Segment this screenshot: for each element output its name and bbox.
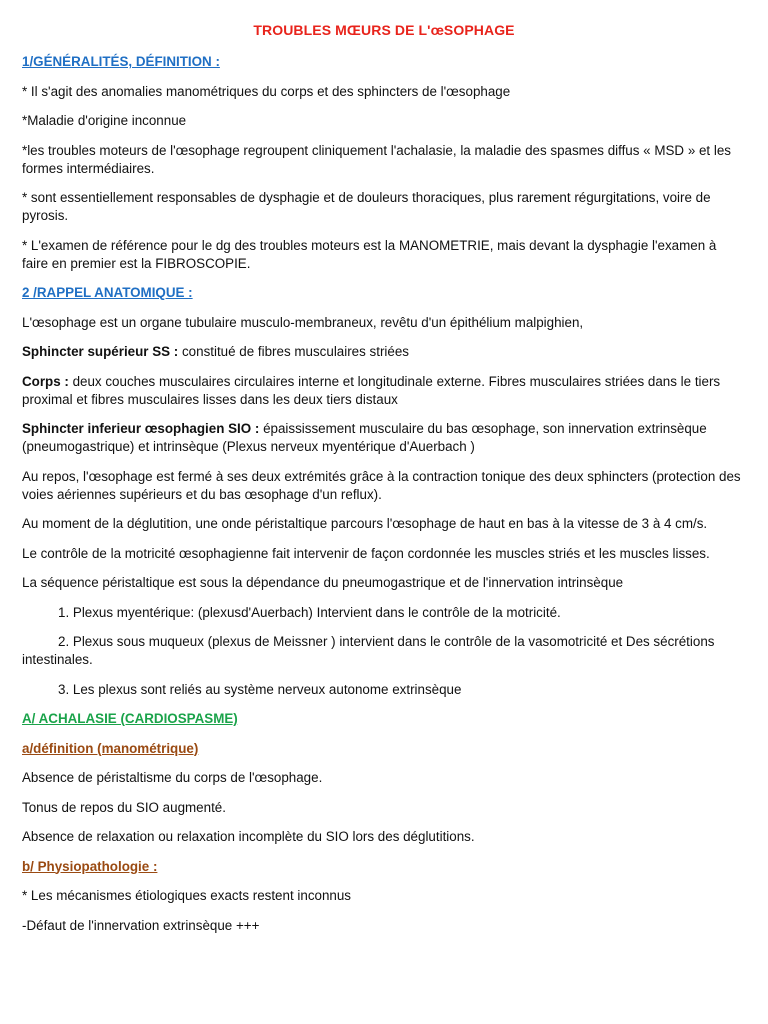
document-title: TROUBLES MŒURS DE L'œSOPHAGE bbox=[253, 22, 515, 38]
paragraph: * Il s'agit des anomalies manométriques du corps et des sphincters de l'œsophage bbox=[22, 83, 511, 99]
section-heading-rappel-anatomique: 2 /RAPPEL ANATOMIQUE : bbox=[22, 285, 193, 300]
term-text: constitué de fibres musculaires striées bbox=[178, 344, 409, 359]
paragraph: Au repos, l'œsophage est fermé à ses deux extrémités grâce à la contraction tonique des deux sphincters (protection des voies aériennes supérieurs et du bas œsophage d'un reflux). bbox=[22, 468, 741, 502]
paragraph-corps bbox=[22, 373, 746, 409]
paragraph-sphincter-inferieur bbox=[22, 420, 746, 456]
paragraph: Le contrôle de la motricité œsophagienne fait intervenir de façon cordonnée les muscles striés et les muscles lisses. bbox=[22, 545, 710, 561]
section-heading-generalites: 1/GÉNÉRALITÉS, DÉFINITION : bbox=[22, 54, 220, 69]
paragraph: *les troubles moteurs de l'œsophage regroupent cliniquement l'achalasie, la maladie des spasmes diffus « MSD » et les formes intermédiaires. bbox=[22, 142, 731, 176]
paragraph: Absence de relaxation ou relaxation incomplète du SIO lors des déglutitions. bbox=[22, 829, 475, 844]
term-label: Corps : bbox=[22, 373, 69, 389]
paragraph: La séquence péristaltique est sous la dépendance du pneumogastrique et de l'innervation intrinsèque bbox=[22, 575, 624, 590]
paragraph-sphincter-superieur bbox=[22, 343, 746, 361]
list-item: 1. Plexus myentérique: (plexusd'Auerbach) Intervient dans le contrôle de la motricité. bbox=[58, 604, 561, 620]
term-text: deux couches musculaires circulaires interne et longitudinale externe. Fibres musculaires striées dans le tiers proximal et fibres musculaires lisses dans les deux tiers distaux bbox=[22, 373, 721, 407]
paragraph: * sont essentiellement responsables de dysphagie et de douleurs thoraciques, plus rarement régurgitations, voire de pyrosis. bbox=[22, 190, 711, 223]
paragraph: * L'examen de référence pour le dg des troubles moteurs est la MANOMETRIE, mais devant la dysphagie l'examen à faire en premier est la FIBROSCOPIE. bbox=[22, 237, 717, 271]
paragraph: Tonus de repos du SIO augmenté. bbox=[22, 799, 226, 815]
paragraph: *Maladie d'origine inconnue bbox=[22, 113, 187, 128]
subheading-physiopathologie: b/ Physiopathologie : bbox=[22, 858, 158, 874]
paragraph: L'œsophage est un organe tubulaire musculo-membraneux, revêtu d'un épithélium malpighien, bbox=[22, 314, 584, 330]
subheading-definition: a/définition (manométrique) bbox=[22, 740, 199, 756]
list-item: 2. Plexus sous muqueux (plexus de Meissner ) intervient dans le contrôle de la vasomotricité et Des sécrétions intestinales. bbox=[22, 634, 715, 667]
list-item: 3. Les plexus sont reliés au système nerveux autonome extrinsèque bbox=[58, 681, 462, 697]
paragraph: * Les mécanismes étiologiques exacts restent inconnus bbox=[22, 888, 351, 903]
section-heading-achalasie: A/ ACHALASIE (CARDIOSPASME) bbox=[22, 711, 238, 726]
term-text: épaississement musculaire du bas œsophage, son innervation extrinsèque (pneumogastrique) et intrinsèque (Plexus nerveux myentérique d'Auerbach ) bbox=[22, 421, 707, 454]
term-label: Sphincter supérieur SS : bbox=[22, 344, 179, 359]
paragraph: -Défaut de l'innervation extrinsèque +++ bbox=[22, 917, 260, 933]
paragraph: Au moment de la déglutition, une onde péristaltique parcours l'œsophage de haut en bas à la vitesse de 3 à 4 cm/s. bbox=[22, 516, 708, 531]
term-label: Sphincter inferieur œsophagien SIO : bbox=[22, 421, 260, 436]
paragraph: Absence de péristaltisme du corps de l'œsophage. bbox=[22, 770, 323, 785]
